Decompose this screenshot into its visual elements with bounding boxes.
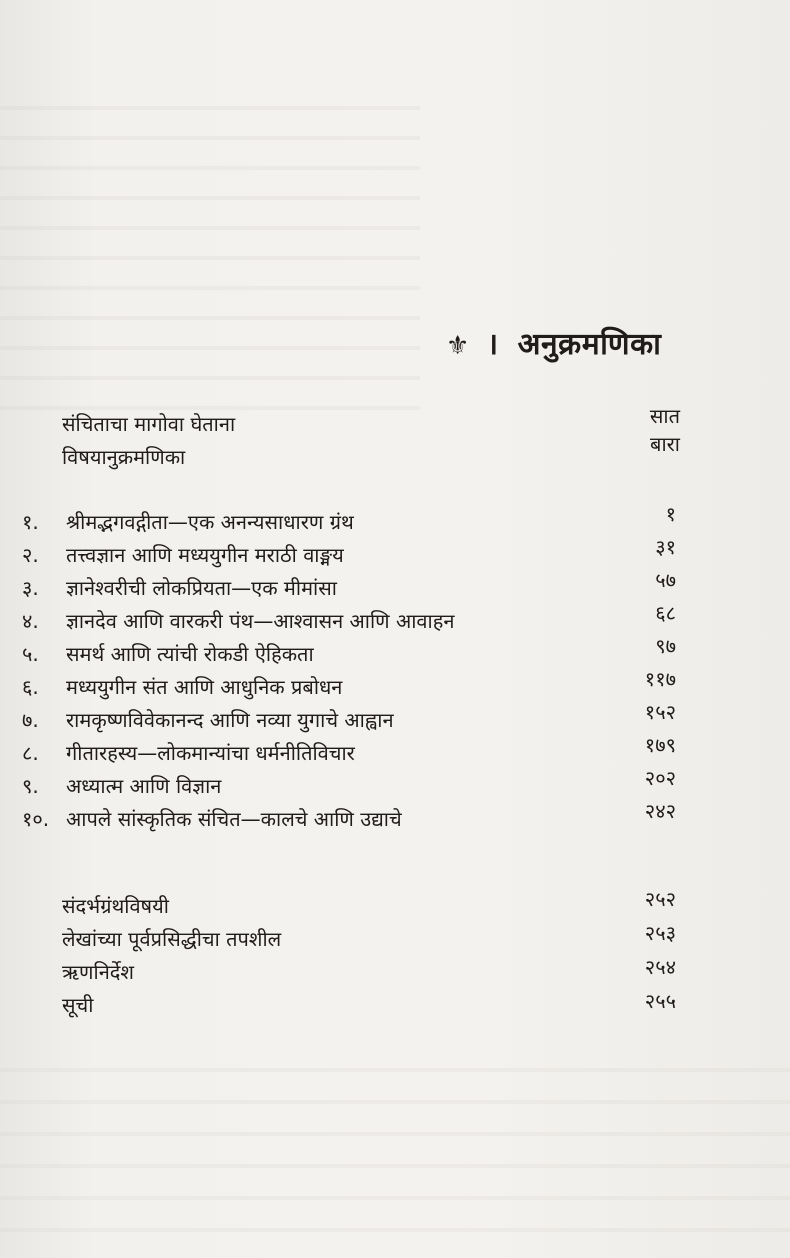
chapter-number: १०.	[22, 807, 50, 831]
page-heading	[446, 322, 661, 363]
chapter-title: आपले सांस्कृतिक संचित—कालचे आणि उद्याचे	[66, 807, 402, 831]
page-title: अनुक्रमणिका	[517, 327, 662, 362]
toc-page-back-1: २५२	[644, 887, 676, 911]
chapter-title: ज्ञानेश्वरीची लोकप्रियता—एक मीमांसा	[66, 576, 337, 600]
toc-chapter-9	[22, 772, 221, 799]
chapter-number: ६.	[22, 675, 39, 699]
toc-chapter-6	[22, 673, 342, 700]
chapter-page-6: ११७	[644, 667, 676, 691]
toc-entry-label: संचिताचा मागोवा घेताना	[62, 412, 236, 436]
toc-entry-front-1	[62, 410, 235, 437]
toc-entry-back-2	[62, 925, 281, 952]
toc-chapter-4	[22, 607, 454, 634]
toc-entry-front-2	[62, 443, 185, 470]
ornament-icon: ⚜	[446, 331, 470, 361]
chapter-number: ४.	[22, 609, 39, 633]
chapter-page-10: २४२	[644, 799, 676, 823]
chapter-title: ज्ञानदेव आणि वारकरी पंथ—आश्वासन आणि आवाहन	[66, 609, 455, 633]
toc-chapter-5	[22, 640, 314, 667]
toc-chapter-1	[22, 508, 354, 535]
show-through-texture	[0, 80, 420, 410]
chapter-number: १.	[22, 510, 39, 534]
toc-chapter-2	[22, 541, 344, 568]
chapter-title: अध्यात्म आणि विज्ञान	[66, 774, 222, 798]
toc-chapter-7	[22, 706, 394, 733]
chapter-number: ७.	[22, 708, 39, 732]
toc-entry-label: संदर्भग्रंथविषयी	[62, 894, 169, 918]
chapter-number: ५.	[22, 642, 39, 666]
toc-entry-back-1	[62, 892, 169, 919]
toc-page-back-4: २५५	[644, 989, 676, 1013]
toc-entry-back-3	[62, 958, 134, 985]
toc-page-front-2: बारा	[650, 432, 680, 456]
chapter-number: २.	[22, 543, 39, 567]
chapter-title: श्रीमद्भगवद्गीता—एक अनन्यसाधारण ग्रंथ	[66, 510, 354, 534]
chapter-title: तत्त्वज्ञान आणि मध्ययुगीन मराठी वाङ्मय	[66, 543, 344, 567]
toc-entry-back-4	[62, 991, 93, 1018]
chapter-number: ३.	[22, 576, 39, 600]
chapter-title: रामकृष्णविवेकानन्द आणि नव्या युगाचे आह्वान	[66, 708, 394, 732]
chapter-page-7: १५२	[644, 700, 676, 724]
toc-chapter-8	[22, 739, 355, 766]
toc-page-back-3: २५४	[644, 955, 676, 979]
toc-entry-label: विषयानुक्रमणिका	[62, 445, 186, 469]
chapter-page-8: १७९	[644, 733, 676, 757]
toc-chapter-3	[22, 574, 337, 601]
toc-entry-label: ऋणनिर्देश	[62, 960, 135, 984]
toc-page-back-2: २५३	[644, 921, 676, 945]
chapter-page-3: ५७	[655, 568, 676, 592]
toc-entry-label: लेखांच्या पूर्वप्रसिद्धीचा तपशील	[62, 927, 282, 951]
chapter-page-1: १	[665, 502, 676, 526]
chapter-page-4: ६८	[655, 601, 676, 625]
chapter-title: गीतारहस्य—लोकमान्यांचा धर्मनीतिविचार	[66, 741, 355, 765]
chapter-number: ८.	[22, 741, 39, 765]
chapter-title: मध्ययुगीन संत आणि आधुनिक प्रबोधन	[66, 675, 343, 699]
chapter-page-2: ३१	[655, 535, 676, 559]
chapter-page-9: २०२	[644, 766, 676, 790]
toc-entry-label: सूची	[62, 993, 94, 1017]
chapter-page-5: ९७	[655, 634, 676, 658]
toc-chapter-10	[22, 805, 402, 832]
toc-page-front-1: सात	[649, 404, 680, 428]
chapter-title: समर्थ आणि त्यांची रोकडी ऐहिकता	[66, 642, 314, 666]
chapter-number: ९.	[22, 774, 39, 798]
heading-divider: ।	[486, 327, 499, 362]
show-through-texture-lower	[0, 1040, 790, 1250]
